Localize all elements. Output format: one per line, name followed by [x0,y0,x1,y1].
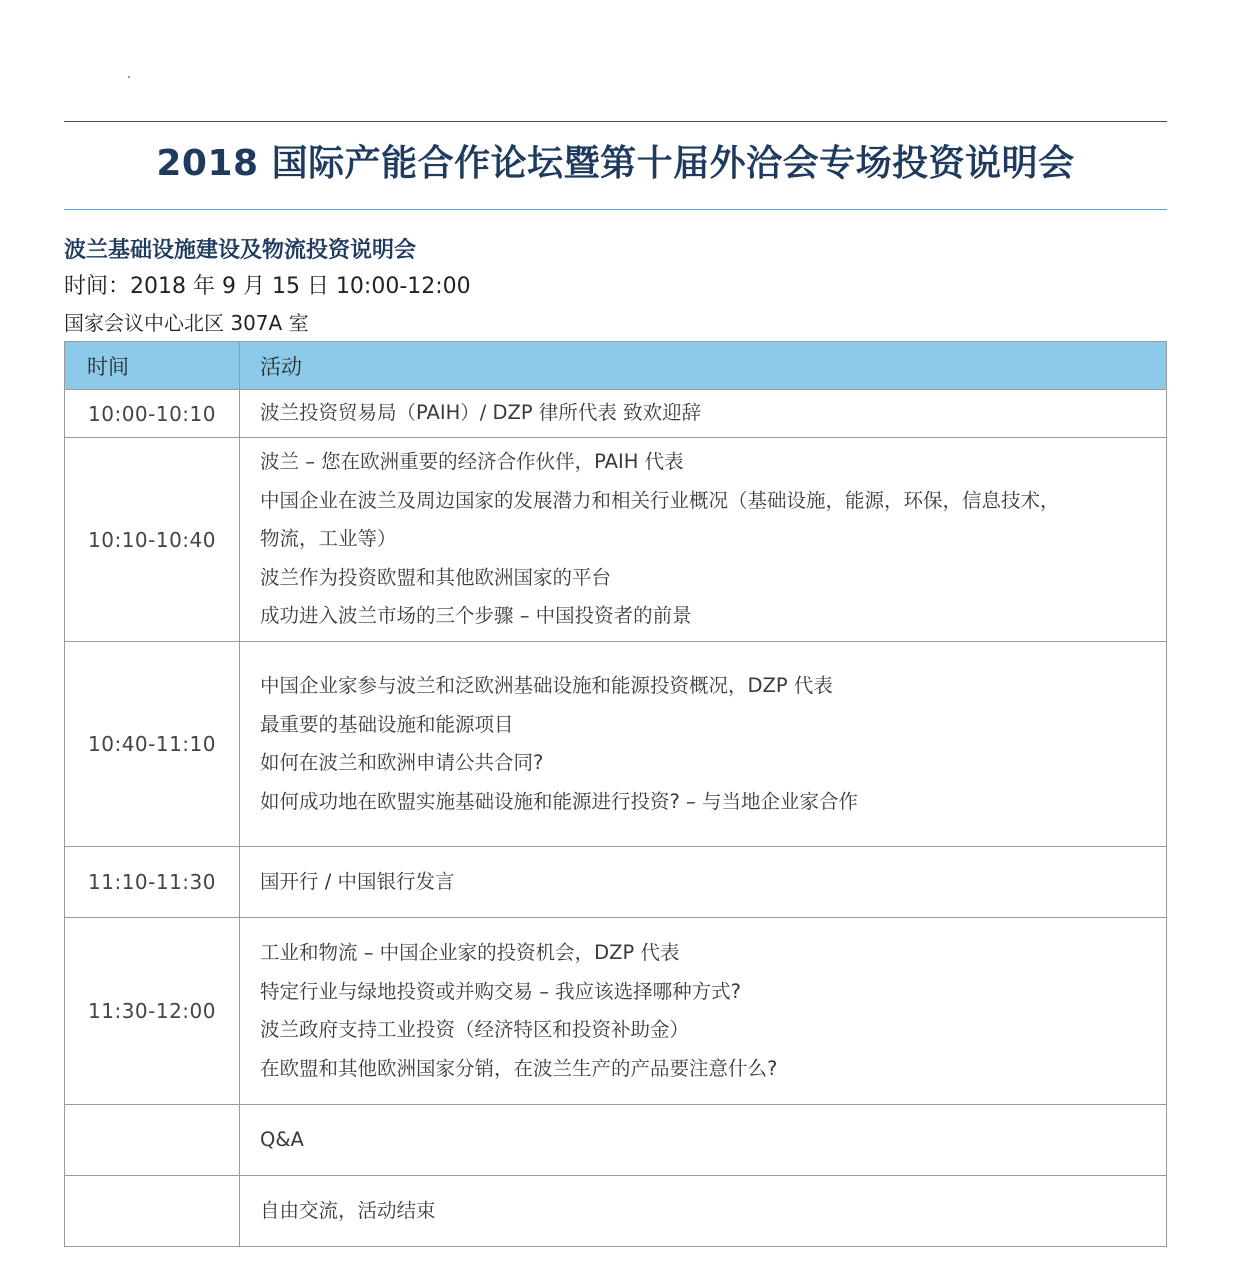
row-time [65,1176,240,1247]
activity-line: 最重要的基础设施和能源项目 [260,712,514,736]
activity-line: 中国企业在波兰及周边国家的发展潜力和相关行业概况（基础设施，能源，环保，信息技术， [260,488,1060,512]
activity-line: 如何成功地在欧盟实施基础设施和能源进行投资? – 与当地企业家合作 [260,789,858,813]
row-activity [240,1176,1167,1247]
row-time: 11:30-12:00 [65,918,240,1105]
decorative-dot [128,76,130,78]
table-row [65,438,1167,642]
activity-line: 成功进入波兰市场的三个步骤 – 中国投资者的前景 [260,604,692,628]
title-underline [64,209,1167,210]
row-time: 11:10-11:30 [65,847,240,918]
header-time: 时间 [65,342,240,390]
activity-line: Q&A [260,1127,304,1151]
activity-line: 工业和物流 – 中国企业家的投资机会，DZP 代表 [260,941,680,964]
activity-line: 如何在波兰和欧洲申请公共合同? [260,751,544,774]
activity-line: 波兰投资贸易局（PAIH）/ DZP 律所代表 致欢迎辞 [260,401,702,425]
table-row [65,642,1167,847]
activity-line: 国开行 / 中国银行发言 [260,869,455,893]
table-row [65,390,1167,438]
row-activity [240,390,1167,438]
table-row [65,1176,1167,1247]
schedule-table [64,341,1167,1247]
activity-line: 波兰 – 您在欧洲重要的经济合作伙伴，PAIH 代表 [260,450,684,474]
row-time: 10:10-10:40 [65,438,240,642]
activity-line: 波兰政府支持工业投资（经济特区和投资补助金） [260,1018,690,1041]
row-activity [240,1105,1167,1176]
table-row [65,847,1167,918]
activity-line: 波兰作为投资欧盟和其他欧洲国家的平台 [260,565,612,589]
activity-line: 自由交流，活动结束 [260,1198,436,1222]
activity-line: 中国企业家参与波兰和泛欧洲基础设施和能源投资概况，DZP 代表 [260,674,833,697]
row-time: 10:40-11:10 [65,642,240,847]
table-row [65,918,1167,1105]
event-venue: 国家会议中心北区 307A 室 [64,311,309,335]
row-time: 10:00-10:10 [65,390,240,438]
row-activity [240,918,1167,1105]
row-activity [240,438,1167,642]
row-activity [240,847,1167,918]
header-activity: 活动 [240,342,1167,390]
activity-line: 特定行业与绿地投资或并购交易 – 我应该选择哪种方式? [260,979,741,1003]
top-rule [64,121,1167,122]
schedule-body [65,390,1167,1247]
table-row [65,1105,1167,1176]
table-header-row [65,342,1167,390]
activity-line: 物流，工业等） [260,527,397,551]
row-time [65,1105,240,1176]
row-activity [240,642,1167,847]
activity-line: 在欧盟和其他欧洲国家分销，在波兰生产的产品要注意什么? [260,1056,778,1080]
event-time: 时间：2018 年 9 月 15 日 10:00-12:00 [64,274,471,299]
event-title: 波兰基础设施建设及物流投资说明会 [64,238,417,263]
page-title: 2018 国际产能合作论坛暨第十届外洽会专场投资说明会 [156,143,1075,184]
